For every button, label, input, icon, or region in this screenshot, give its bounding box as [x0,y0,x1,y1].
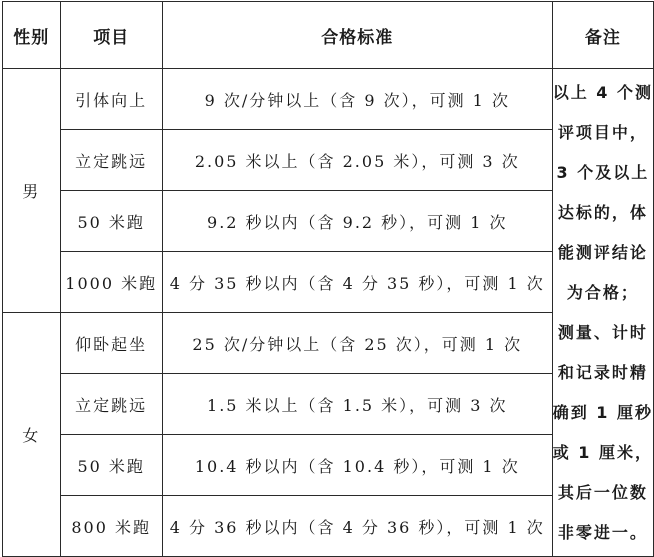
header-gender: 性别 [3,2,61,69]
standard-cell: 9 次/分钟以上（含 9 次），可测 1 次 [162,69,552,130]
note-line: 测量、计时 [557,322,648,342]
standard-cell: 9.2 秒以内（含 9.2 秒），可测 1 次 [162,191,552,252]
header-standard: 合格标准 [162,2,552,69]
note-line: 为合格； [566,282,639,302]
note-line: 和记录时精 [557,362,648,382]
item-cell: 仰卧起坐 [60,313,162,374]
item-cell: 800 米跑 [60,496,162,557]
header-note: 备注 [552,2,653,69]
standard-cell: 1.5 米以上（含 1.5 米），可测 3 次 [162,374,552,435]
note-line: 确到 1 厘秒 [552,402,653,422]
note-line: 评项目中， [557,122,648,142]
header-row [3,2,654,69]
header-item: 项目 [60,2,162,69]
standard-cell: 4 分 36 秒以内（含 4 分 36 秒），可测 1 次 [162,496,552,557]
note-line: 以上 4 个测 [552,82,653,102]
standard-cell: 2.05 米以上（含 2.05 米），可测 3 次 [162,130,552,191]
item-cell: 立定跳远 [60,130,162,191]
item-cell: 1000 米跑 [60,252,162,313]
standard-cell: 4 分 35 秒以内（含 4 分 35 秒），可测 1 次 [162,252,552,313]
fitness-standards-table [2,1,654,557]
gender-cell-female: 女 [3,313,61,557]
note-line: 其后一位数 [557,482,648,502]
note-line: 或 1 厘米， [552,442,653,462]
table-row [3,69,654,130]
gender-cell-male: 男 [3,69,61,313]
note-cell [552,69,653,557]
standard-cell: 25 次/分钟以上（含 25 次），可测 1 次 [162,313,552,374]
note-line: 非零进一。 [557,522,648,542]
standard-cell: 10.4 秒以内（含 10.4 秒），可测 1 次 [162,435,552,496]
item-cell: 50 米跑 [60,435,162,496]
item-cell: 50 米跑 [60,191,162,252]
note-line: 达标的，体 [557,202,648,222]
note-line: 能测评结论 [557,242,648,262]
note-line: 3 个及以上 [556,162,650,182]
item-cell: 引体向上 [60,69,162,130]
item-cell: 立定跳远 [60,374,162,435]
